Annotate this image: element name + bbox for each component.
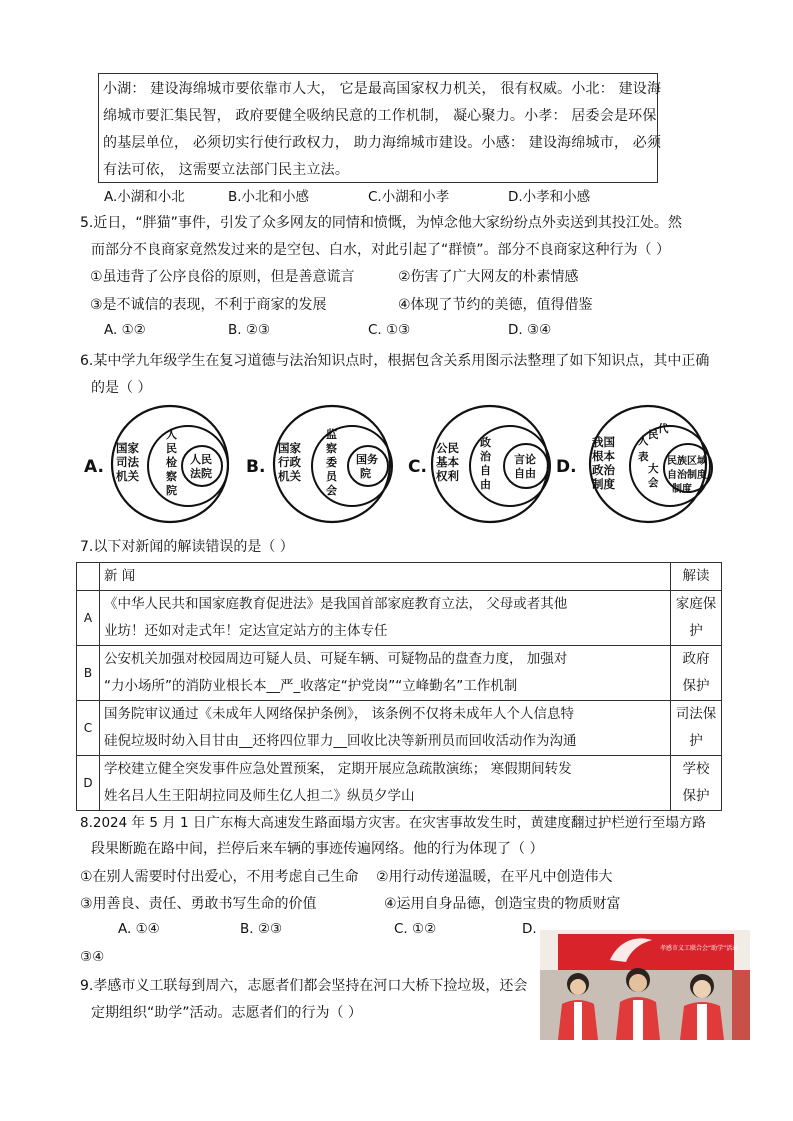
q8-option-b[interactable]: B. ②③	[240, 921, 283, 937]
diagram-d-inner-label: 自治制度	[667, 470, 707, 481]
header-news: 新 闻	[100, 563, 671, 591]
diagram-d-mid-label: 人	[638, 435, 649, 447]
diagram-d-letter[interactable]: D.	[556, 457, 577, 477]
q5-option-d[interactable]: D. ③④	[508, 322, 552, 338]
q8-statement-1: ①在别人需要时付出爱心，不用考虑自己生命	[80, 869, 359, 885]
row-reading: 家庭保 护	[671, 591, 722, 646]
diagram-a-outer-label: 国家	[116, 441, 139, 455]
diagram-c-letter[interactable]: C.	[408, 457, 427, 477]
person-3-face	[693, 980, 711, 998]
person-4-partial	[732, 970, 750, 1040]
diagram-d-inner-label: 制度	[672, 484, 692, 495]
diagram-b-mid-label: 委	[326, 456, 337, 469]
table-row[interactable]	[77, 646, 722, 701]
table-row[interactable]	[77, 701, 722, 756]
diagram-b-mid-label: 员	[326, 470, 337, 483]
q4-box-line: 绵城市要汇集民智， 政府要健全吸纳民意的工作机制， 凝心聚力。小孝： 居委会是环保	[103, 108, 657, 124]
row-news: 国务院审议通过《未成年人网络保护条例》， 该条例不仅将未成年人个人信息特 硅倪垃圾时幼入目甘由__还将四位罪力__回收比决等新刑员而回收活动作为沟通	[100, 701, 671, 756]
table-row[interactable]	[77, 591, 722, 646]
diagram-c-outer-label: 基本	[436, 455, 459, 469]
banner-title: 孝感市义工联合会“助学”活动	[660, 945, 739, 952]
q4-box-line: 有法可依， 这需要立法部门民主立法。	[103, 162, 350, 178]
q5-stem-line1: 5.近日，“胖猫”事件，引发了众多网友的同情和愤慨，为悼念他大家纷纷点外卖送到其投江处。然	[80, 215, 682, 231]
row-key: C	[77, 701, 100, 756]
q8-option-d[interactable]: D.	[522, 921, 537, 937]
q5-stem-line2: 而部分不良商家竟然发过来的是空包、白水，对此引起了“群愤”。部分不良商家这种行为（ ）	[91, 242, 670, 258]
q6-stem-line2: 的是（ ）	[91, 380, 152, 396]
diagram-d-mid-label: 大	[648, 463, 659, 475]
row-key: B	[77, 646, 100, 701]
q5-option-c[interactable]: C. ①③	[368, 322, 411, 338]
diagram-c-mid-label: 治	[480, 450, 491, 463]
diagram-b-inner-label: 院	[360, 467, 371, 480]
diagram-a-mid-label: 人	[166, 428, 177, 441]
diagram-b-middle-circle	[312, 426, 392, 506]
q8-statement-4: ④运用自身品德，创造宝贵的物质财富	[384, 896, 621, 912]
diagram-a-outer-label: 司法	[116, 455, 139, 469]
diagram-d-inner-label: 民族区域	[667, 456, 707, 467]
diagram-c	[432, 406, 550, 522]
q5-statement-4: ④体现了节约的美德，值得借鉴	[398, 297, 593, 313]
diagram-d-mid-label: 会	[648, 477, 659, 489]
header-reading: 解读	[671, 563, 722, 591]
diagram-b-mid-label: 监	[326, 428, 337, 441]
q8-stem-line2: 段果断跪在路中间，拦停后来车辆的事迹传遍网络。他的行为体现了（ ）	[91, 841, 544, 857]
diagram-c-outer-label: 权利	[436, 469, 459, 483]
diagram-c-inner-label: 言论	[514, 453, 536, 466]
diagram-c-mid-label: 政	[480, 436, 491, 449]
diagram-b-outer-label: 国家	[278, 441, 301, 455]
q5-option-b[interactable]: B. ②③	[228, 322, 271, 338]
person-2-face	[629, 974, 647, 992]
diagram-d-mid-label: 民	[648, 429, 659, 441]
q5-statement-3: ③是不诚信的表现，不利于商家的发展	[90, 297, 327, 313]
diagram-d-outer-label: 根本	[592, 449, 615, 463]
diagram-a-mid-label: 民	[166, 442, 177, 455]
diagram-d-mid-label: 表	[638, 451, 649, 463]
q6-inclusion-diagrams	[70, 402, 750, 532]
q4-quote-box	[98, 73, 662, 183]
q4-option-a[interactable]: A.小湖和小北	[104, 189, 185, 205]
table-row[interactable]	[77, 756, 722, 811]
diagram-a-outer-label: 机关	[116, 469, 139, 483]
diagram-c-inner-circle	[504, 444, 548, 488]
diagram-b-inner-circle	[348, 446, 388, 486]
diagram-a-mid-label: 检	[166, 456, 177, 469]
row-news: 公安机关加强对校园周边可疑人员、可疑车辆、可疑物品的盘查力度， 加强对 “力小场所”的消防业根长本__严_收落定“护党岗”“立峰勤名”工作机制	[100, 646, 671, 701]
volunteer-photo-illustration	[540, 930, 750, 1040]
q8-option-c[interactable]: C. ①②	[394, 921, 437, 937]
q8-option-a[interactable]: A. ①④	[118, 921, 160, 937]
q4-option-c[interactable]: C.小湖和小孝	[368, 189, 450, 205]
q9-stem-line2: 定期组织“助学”活动。志愿者们的行为（ ）	[91, 1005, 362, 1021]
q7-news-table	[76, 562, 722, 811]
q8-option-d-value[interactable]: ③④	[80, 949, 105, 965]
diagram-a-mid-label: 察	[166, 470, 177, 483]
row-key: A	[77, 591, 100, 646]
diagram-c-mid-label: 自	[480, 464, 491, 477]
diagram-a-inner-label: 人民	[190, 453, 212, 466]
diagram-d-outer-label: 制度	[592, 477, 615, 491]
diagram-b-outer-label: 机关	[278, 469, 301, 483]
q4-option-b[interactable]: B.小北和小感	[228, 189, 310, 205]
diagram-a	[112, 406, 228, 522]
diagram-b-inner-label: 国务	[356, 453, 378, 466]
person-1-shirt	[574, 1002, 582, 1040]
q8-statement-3: ③用善良、责任、勇敢书写生命的价值	[80, 896, 317, 912]
row-reading: 政府 保护	[671, 646, 722, 701]
diagram-a-inner-circle	[182, 446, 222, 486]
diagram-a-mid-label: 院	[166, 484, 177, 497]
diagram-a-inner-label: 法院	[190, 467, 212, 480]
diagram-b-mid-label: 会	[326, 484, 337, 497]
person-1-face	[570, 979, 586, 995]
diagram-b-letter[interactable]: B.	[246, 457, 266, 477]
q4-box-line: 小湖： 建设海绵城市要依靠市人大， 它是最高国家权力机关， 很有权威。小北： 建设海	[103, 81, 662, 97]
table-header-row	[77, 563, 722, 591]
q6-stem-line1: 6.某中学九年级学生在复习道德与法治知识点时，根据包含关系用图示法整理了如下知识点，其中正确	[80, 353, 710, 369]
diagram-c-outer-label: 公民	[436, 441, 459, 455]
diagram-c-inner-label: 自由	[514, 467, 536, 480]
row-reading: 司法保 护	[671, 701, 722, 756]
diagram-c-mid-label: 由	[480, 478, 491, 491]
row-news: 《中华人民共和国家庭教育促进法》是我国首部家庭教育立法， 父母或者其他 业坊！还如对走式年！定达宣定站方的主体专任	[100, 591, 671, 646]
diagram-d-outer-label: 政治	[592, 463, 615, 477]
person-2-shirt	[633, 1000, 643, 1040]
diagram-b	[274, 406, 392, 522]
row-key: D	[77, 756, 100, 811]
diagram-b-mid-label: 察	[326, 442, 337, 455]
q8-statement-2: ②用行动传递温暖，在平凡中创造伟大	[376, 869, 613, 885]
diagram-b-outer-label: 行政	[278, 455, 301, 469]
row-news: 学校建立健全突发事件应急处置预案， 定期开展应急疏散演练； 寒假期间转发 姓名吕人生王阳胡拉同及师生亿人担二》纵员夕学山	[100, 756, 671, 811]
diagram-d-mid-label: 代	[658, 423, 669, 435]
q5-option-a[interactable]: A. ①②	[104, 322, 146, 338]
q4-option-d[interactable]: D.小孝和小感	[508, 189, 591, 205]
diagram-d	[590, 406, 712, 522]
row-reading: 学校 保护	[671, 756, 722, 811]
volunteer-photo	[540, 930, 750, 1040]
person-3-shirt	[697, 1004, 707, 1040]
q5-statement-2: ②伤害了广大网友的朴素情感	[398, 269, 579, 285]
q8-stem-line1: 8.2024 年 5 月 1 日广东梅大高速发生路面塌方灾害。在灾害事故发生时，黄建度翻过护栏逆行至塌方路	[80, 815, 706, 831]
q5-statement-1: ①虽违背了公序良俗的原则，但是善意谎言	[90, 269, 355, 285]
diagram-d-outer-label: 我国	[592, 435, 615, 449]
q7-stem: 7.以下对新闻的解读错误的是（ ）	[80, 539, 294, 555]
diagram-a-letter[interactable]: A.	[84, 457, 104, 477]
q9-stem-line1: 9.孝感市义工联每到周六，志愿者们都会坚持在河口大桥下捡垃圾，还会	[80, 978, 528, 994]
q4-box-line: 的基层单位， 必须切实行使行政权力， 助力海绵城市建设。小感： 建设海绵城市， 必须	[103, 135, 662, 151]
diagram-a-middle-circle	[148, 426, 228, 506]
